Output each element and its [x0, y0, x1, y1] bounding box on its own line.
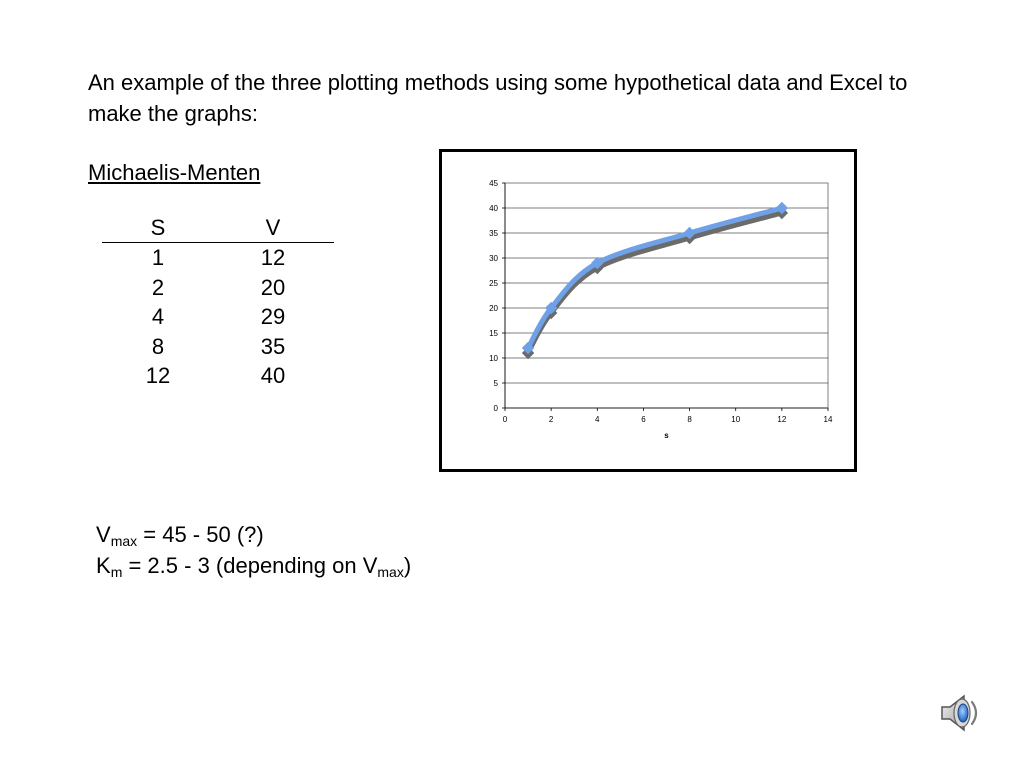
x-tick-label: 4: [595, 415, 600, 424]
x-tick-label: 6: [641, 415, 646, 424]
table-row: [102, 243, 334, 273]
cell-s: 4: [151, 304, 165, 329]
y-tick-label: 45: [489, 179, 498, 188]
x-tick-label: 14: [823, 415, 833, 424]
header-s: S: [150, 215, 166, 240]
y-tick-label: 35: [489, 229, 498, 238]
table-row: [102, 273, 334, 303]
cell-v: 20: [260, 274, 286, 300]
speaker-icon[interactable]: [936, 688, 986, 738]
x-tick-label: 8: [687, 415, 692, 424]
cell-v: 12: [260, 245, 286, 270]
data-table: [102, 214, 334, 391]
x-axis-label: s: [664, 431, 669, 440]
y-tick-label: 40: [489, 204, 498, 213]
y-tick-label: 10: [489, 354, 498, 363]
vmax-subscript: max: [110, 533, 138, 549]
y-tick-label: 0: [493, 404, 498, 413]
km-subscript: m: [110, 564, 123, 580]
y-tick-label: 30: [489, 254, 498, 263]
km-value: = 2.5 - 3 (depending on V: [122, 553, 378, 578]
x-tick-label: 10: [731, 415, 741, 424]
cell-s: 8: [151, 333, 165, 359]
km-line: [96, 550, 411, 581]
table-row: [102, 361, 334, 391]
intro-text: An example of the three plotting methods using some hypothetical data and Excel to make the graphs:: [88, 70, 908, 126]
vmax-value: = 45 - 50 (?): [137, 522, 264, 547]
cell-v: 29: [260, 304, 286, 329]
header-v: V: [265, 215, 281, 240]
y-tick-label: 20: [489, 304, 498, 313]
y-tick-label: 25: [489, 279, 498, 288]
kinetic-parameters: [96, 519, 411, 581]
table-row: [102, 302, 334, 332]
cell-v: 35: [260, 333, 286, 359]
table-row: [102, 332, 334, 362]
table-header: [102, 214, 334, 243]
cell-s: 1: [151, 245, 165, 270]
km-vmax-subscript: max: [377, 564, 404, 580]
y-tick-label: 5: [493, 379, 498, 388]
cell-v: 40: [260, 363, 286, 388]
km-symbol: K: [96, 553, 111, 578]
vmax-symbol: V: [96, 522, 111, 547]
km-close-paren: ): [403, 553, 412, 578]
x-tick-label: 12: [777, 415, 787, 424]
section-title: Michaelis-Menten: [88, 160, 261, 185]
vmax-line: [96, 519, 411, 550]
x-tick-label: 2: [548, 415, 554, 424]
y-tick-label: 15: [489, 329, 498, 338]
x-tick-label: 0: [502, 415, 508, 424]
cell-s: 2: [151, 274, 165, 300]
chart-frame: [439, 149, 857, 472]
line-chart: [442, 152, 854, 469]
cell-s: 12: [145, 363, 171, 388]
